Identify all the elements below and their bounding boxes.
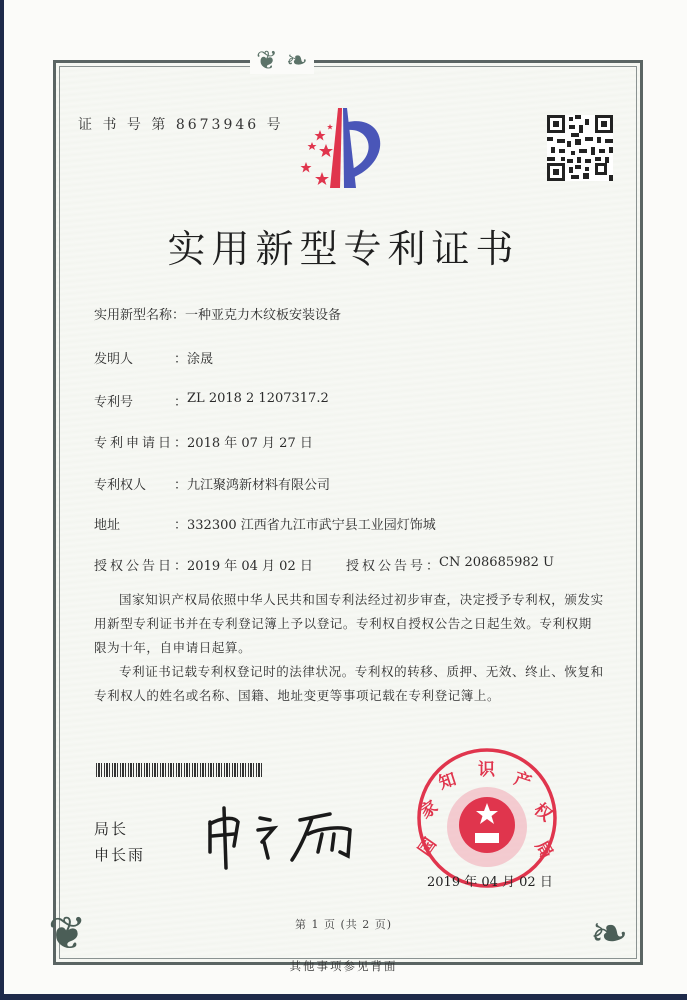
field-value: 2018 年 07 月 27 日 xyxy=(187,436,313,451)
field-label: 实用新型名称 xyxy=(94,308,173,323)
field-value: 一种亚克力木纹板安装设备 xyxy=(185,308,342,323)
field-label: 发明人 xyxy=(94,352,134,367)
certificate-number-suffix: 号 xyxy=(266,117,284,133)
field-utility-model-name: 实用新型名称 ： 一种亚克力木纹板安装设备 xyxy=(94,304,341,323)
field-value: 2019 年 04 月 02 日 xyxy=(187,559,313,574)
field-patentee: 专利权人 ： 九江聚鸿新材料有限公司 xyxy=(94,474,330,493)
certificate-number xyxy=(78,114,284,134)
field-application-date: 专利申请日 ： 2018 年 07 月 27 日 xyxy=(94,432,313,451)
svg-text:识: 识 xyxy=(478,760,495,780)
svg-text:局: 局 xyxy=(530,837,557,863)
field-address: 地址 ： 332300 江西省九江市武宁县工业园灯饰城 xyxy=(94,514,436,533)
field-label: 专利权人 xyxy=(94,478,147,493)
seal-date: 2019 年 04 月 02 日 xyxy=(427,875,553,890)
field-label: 授权公告号 xyxy=(346,559,427,574)
field-value: 332300 江西省九江市武宁县工业园灯饰城 xyxy=(187,518,436,533)
field-label: 授权公告日 xyxy=(94,559,175,574)
handwritten-signature xyxy=(200,800,370,870)
signatory-title: 局长 xyxy=(94,820,129,838)
corner-ornament-icon: ❦ xyxy=(48,906,87,960)
svg-text:知: 知 xyxy=(436,769,459,794)
field-grant-number: 授权公告号 ： CN 208685982 U xyxy=(346,555,555,574)
qr-code-icon xyxy=(547,114,613,182)
barcode-icon xyxy=(96,763,262,777)
field-label: 专利申请日 xyxy=(94,436,175,451)
legal-paragraph: 专利证书记载专利权登记时的法律状况。专利权的转移、质押、无效、终止、恢复和专利权人的姓名或名称、国籍、地址变更等事项记载在专利登记簿上。 xyxy=(94,664,604,703)
svg-text:权: 权 xyxy=(529,799,556,826)
back-note: 其他事项参见背面 xyxy=(289,959,398,973)
top-ornament-icon: ❦ ❧ xyxy=(250,48,314,74)
field-inventor: 发明人 ： 涂晟 xyxy=(94,348,213,367)
legal-paragraph: 国家知识产权局依照中华人民共和国专利法经过初步审查，决定授予专利权，颁发实用新型专利证书并在专利登记簿上予以登记。专利权自授权公告之日起生效。专利权期限为十年，自申请日起算。 xyxy=(94,592,604,655)
field-value: 涂晟 xyxy=(187,352,214,367)
corner-ornament-icon: ❧ xyxy=(590,906,629,960)
field-value: CN 208685982 U xyxy=(439,555,555,570)
svg-text:家: 家 xyxy=(416,796,442,824)
page-indicator: 第 1 页 (共 2 页) xyxy=(294,918,393,931)
field-value: ZL 2018 2 1207317.2 xyxy=(187,391,329,406)
field-label: 地址 xyxy=(94,518,121,533)
svg-text:国: 国 xyxy=(414,834,441,860)
signatory-name: 申长雨 xyxy=(94,846,146,864)
field-patent-number: 专利号 ： ZL 2018 2 1207317.2 xyxy=(94,391,329,410)
certificate-number-value: 8673946 xyxy=(175,117,260,133)
field-grant-date: 授权公告日 ： 2019 年 04 月 02 日 xyxy=(94,555,313,574)
field-value: 九江聚鸿新材料有限公司 xyxy=(187,478,331,493)
field-label: 专利号 xyxy=(94,395,134,410)
certificate-title: 实用新型专利证书 xyxy=(167,227,520,271)
certificate-number-label: 证 书 号 第 xyxy=(78,117,169,133)
svg-text:产: 产 xyxy=(511,768,534,794)
cnipa-logo-icon xyxy=(290,100,390,190)
